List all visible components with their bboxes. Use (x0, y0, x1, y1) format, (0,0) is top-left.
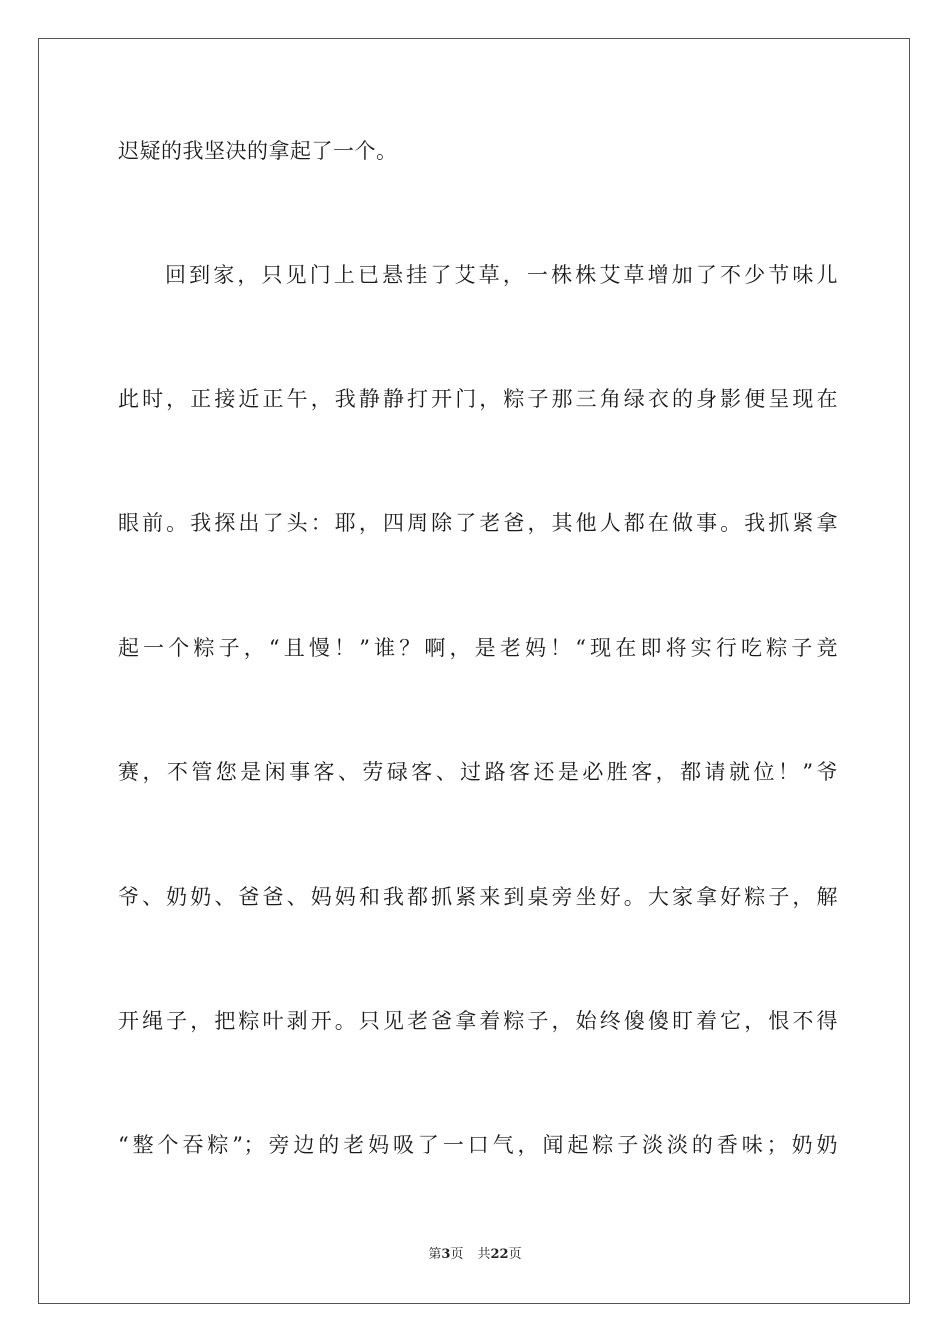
footer-total-prefix: 共 (477, 1247, 491, 1262)
footer-page-number: 3 (441, 1247, 451, 1262)
text-line-5: 起一个粽子，“且慢！”谁？啊，是老妈！“现在即将实行吃粽子竞 (118, 636, 838, 660)
text-line-4: 眼前。我探出了头：耶，四周除了老爸，其他人都在做事。我抓紧拿 (118, 511, 838, 535)
text-line-3: 此时，正接近正午，我静静打开门，粽子那三角绿衣的身影便呈现在 (118, 387, 838, 411)
text-line-8: 开绳子，把粽叶剥开。只见老爸拿着粽子，始终傻傻盯着它，恨不得 (118, 1009, 838, 1033)
footer-page-suffix: 页 (450, 1247, 464, 1262)
footer-total-suffix: 页 (508, 1247, 522, 1262)
text-line-1: 迟疑的我坚决的拿起了一个。 (118, 139, 398, 163)
page-border (38, 38, 910, 1304)
text-line-9: “整个吞粽”；旁边的老妈吸了一口气，闻起粽子淡淡的香味；奶奶 (118, 1133, 838, 1157)
page-footer (0, 1246, 950, 1264)
text-line-7: 爷、奶奶、爸爸、妈妈和我都抓紧来到桌旁坐好。大家拿好粽子，解 (118, 885, 838, 909)
text-line-6: 赛，不管您是闲事客、劳碌客、过路客还是必胜客，都请就位！”爷 (118, 760, 838, 784)
footer-page-prefix: 第 (428, 1247, 442, 1262)
text-line-2: 回到家，只见门上已悬挂了艾草，一株株艾草增加了不少节味儿 (165, 263, 838, 287)
footer-total-pages: 22 (490, 1247, 509, 1262)
